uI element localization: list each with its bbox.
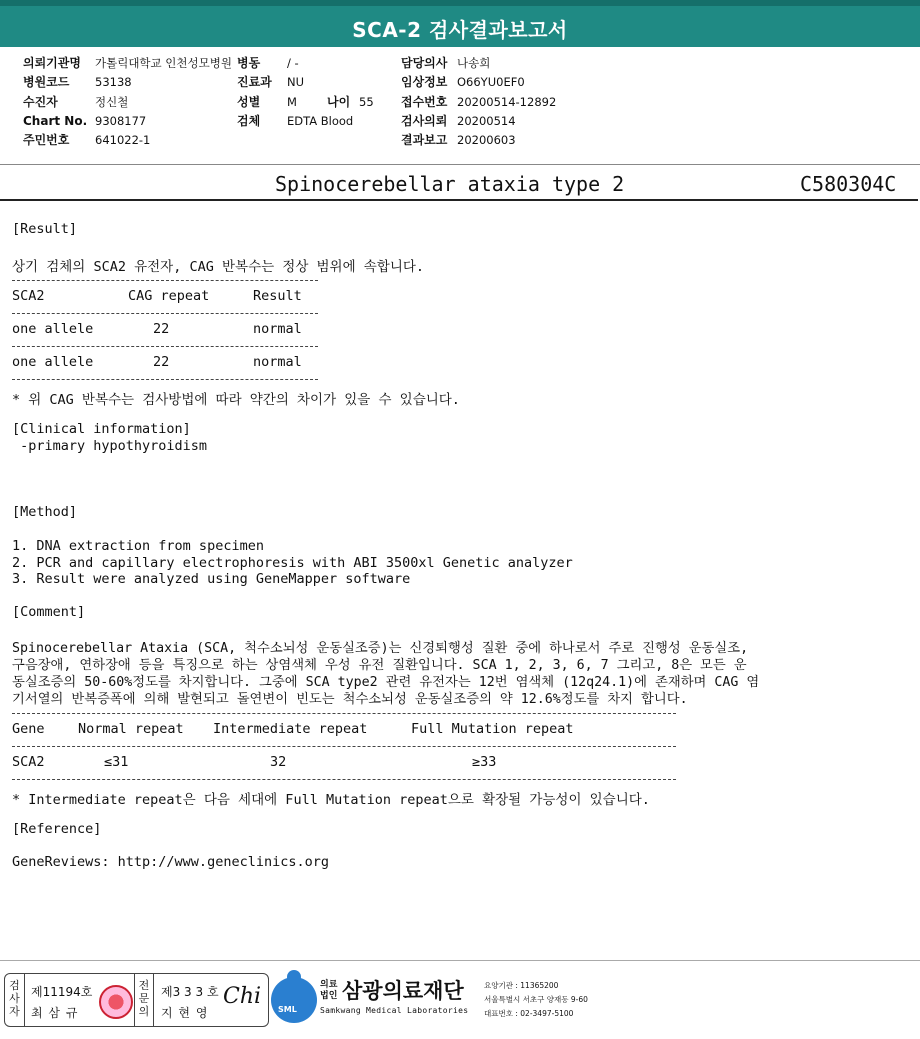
reference-text: GeneReviews: http://www.geneclinics.org [12, 854, 329, 870]
handwritten-signature: Chi [223, 984, 262, 1009]
value-specimen: EDTA Blood [287, 113, 354, 128]
repeat-row-full: ≥33 [472, 754, 497, 770]
report-title: SCA-2 검사결과보고서 [352, 18, 568, 42]
org-address: 서울특별시 서초구 양재동 9-60 [484, 995, 588, 1004]
result-row2-allele: one allele [12, 354, 94, 370]
result-col-gene: SCA2 [12, 288, 45, 304]
clinical-text: -primary hypothyroidism [12, 438, 208, 454]
comment-line-4: 기서열의 반복증폭에 의해 발현되고 돌연변이 빈도는 척수소뇌성 운동실조증의 약 12.6%정도를 차지 합니다. [12, 692, 688, 707]
table-rule [12, 746, 676, 747]
value-age: 55 [359, 94, 374, 109]
result-row1-allele: one allele [12, 321, 94, 337]
org-name: 삼광의료재단 [342, 979, 464, 1003]
org-phone: 대표번호 : 02-3497-5100 [484, 1009, 574, 1018]
result-row2-cag: 22 [153, 354, 170, 370]
label-chart-no: Chart No. [23, 113, 88, 128]
result-col-result: Result [253, 288, 302, 304]
comment-heading: [Comment] [12, 604, 86, 620]
method-step-2: 2. PCR and capillary electrophoresis with ABI 3500xl Genetic analyzer [12, 555, 573, 571]
value-department: NU [287, 75, 305, 90]
table-rule [12, 379, 318, 380]
org-english-name: Samkwang Medical Laboratories [320, 1006, 469, 1015]
table-rule [12, 313, 318, 314]
repeat-col-normal: Normal repeat [78, 721, 184, 737]
official-seal-icon [99, 985, 133, 1019]
sml-logo-icon [271, 977, 317, 1023]
repeat-col-gene: Gene [12, 721, 45, 737]
reference-heading: [Reference] [12, 821, 102, 837]
result-summary: 상기 검체의 SCA2 유전자, CAG 반복수는 정상 범위에 속합니다. [12, 259, 425, 275]
repeat-row-normal: ≤31 [104, 754, 129, 770]
divider [0, 164, 920, 165]
label-ward: 병동 [237, 56, 261, 70]
label-patient: 수진자 [23, 94, 58, 109]
clinical-heading: [Clinical information] [12, 421, 191, 437]
comment-line-3: 동실조증의 50-60%정도를 차지합니다. 그중에 SCA type2 관련 유전자는 12번 염색체 (12q24.1)에 존재하며 CAG 염 [12, 675, 760, 690]
result-row1-cag: 22 [153, 321, 170, 337]
value-accession-no: 20200514-12892 [457, 94, 557, 109]
method-heading: [Method] [12, 504, 78, 520]
comment-line-2: 구음장애, 연하장애 등을 특징으로 하는 상염색체 우성 유전 질환입니다. SCA 1, 2, 3, 6, 7 그리고, 8은 모든 운 [12, 658, 747, 673]
label-department: 진료과 [237, 75, 272, 90]
report-header-bar [0, 0, 920, 47]
tester-name: 최 삼 규 [31, 1006, 79, 1020]
org-contact [484, 979, 588, 1021]
value-resident-no: 641022-1 [95, 133, 151, 148]
value-report-date: 20200603 [457, 133, 516, 148]
org-facility-no: 요양기관 : 11365200 [484, 981, 559, 990]
comment-line-1: Spinocerebellar Ataxia (SCA, 척수소뇌성 운동실조증)는 신경퇴행성 질환 중에 하나로서 주로 진행성 운동실조, [12, 641, 749, 656]
label-report-date: 결과보고 [401, 133, 448, 148]
org-prefix-bottom: 법인 [320, 991, 338, 1001]
result-heading: [Result] [12, 221, 78, 237]
label-resident-no: 주민번호 [23, 133, 70, 148]
value-chart-no: 9308177 [95, 113, 147, 128]
patient-info-col2 [237, 54, 374, 131]
value-patient: 정신철 [95, 94, 129, 109]
tester-label: 검사자 [5, 974, 25, 1026]
divider [0, 199, 918, 201]
table-rule [12, 346, 318, 347]
value-clinical-info: O66YU0EF0 [457, 75, 525, 90]
value-ward: / - [287, 56, 299, 70]
result-note: * 위 CAG 반복수는 검사방법에 따라 약간의 차이가 있을 수 있습니다. [12, 392, 460, 408]
method-step-3: 3. Result were analyzed using GeneMapper software [12, 571, 411, 587]
label-hospital-code: 병원코드 [23, 75, 70, 90]
repeat-row-intermediate: 32 [270, 754, 287, 770]
result-col-cag: CAG repeat [128, 288, 210, 304]
result-row2-result: normal [253, 354, 302, 370]
repeat-row-gene: SCA2 [12, 754, 45, 770]
value-doctor: 나송희 [457, 56, 491, 70]
value-sex: M [287, 94, 297, 109]
comment-note: * Intermediate repeat은 다음 세대에 Full Mutation repeat으로 확장될 가능성이 있습니다. [12, 792, 650, 808]
patient-info-col1 [23, 54, 232, 150]
org-prefix [320, 980, 337, 1002]
value-requesting-org: 가톨릭대학교 인천성모병원 [95, 56, 232, 70]
value-request-date: 20200514 [457, 113, 516, 128]
label-specimen: 검체 [237, 113, 261, 128]
test-name: Spinocerebellar ataxia type 2 [275, 172, 625, 196]
label-accession-no: 접수번호 [401, 94, 448, 109]
specialist-license: 제3 3 3 호 [161, 985, 219, 999]
repeat-col-full: Full Mutation repeat [411, 721, 574, 737]
footer-divider [0, 960, 920, 961]
label-request-date: 검사의뢰 [401, 113, 448, 128]
label-sex: 성별 [237, 94, 261, 109]
tester-license: 제11194호 [31, 985, 93, 999]
org-prefix-top: 의료 [320, 980, 338, 990]
patient-info-col3 [401, 54, 556, 150]
label-doctor: 담당의사 [401, 56, 448, 70]
table-rule [12, 280, 318, 281]
logo-text: SML [278, 1005, 297, 1014]
table-rule [12, 779, 676, 780]
specialist-label: 전문의 [134, 974, 154, 1026]
value-hospital-code: 53138 [95, 75, 132, 90]
repeat-col-intermediate: Intermediate repeat [213, 721, 368, 737]
label-clinical-info: 임상정보 [401, 75, 448, 90]
test-code: C580304C [800, 172, 897, 196]
specialist-name: 지 현 영 [161, 1006, 209, 1020]
method-step-1: 1. DNA extraction from specimen [12, 538, 264, 554]
table-rule [12, 713, 676, 714]
label-requesting-org: 의뢰기관명 [23, 56, 81, 70]
label-age: 나이 [327, 94, 351, 109]
result-row1-result: normal [253, 321, 302, 337]
signature-box [4, 973, 269, 1027]
